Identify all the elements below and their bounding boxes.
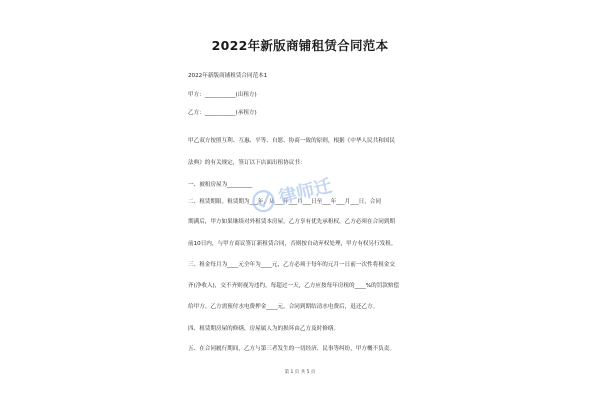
party-a-line: 甲方：___________(出租方) bbox=[188, 92, 257, 98]
watermark-mark-icon bbox=[251, 189, 275, 213]
clause-rent: 三、租金每月为____元全年为____元，乙方必须于每年的元月一日前一次性将租金交 bbox=[188, 262, 395, 268]
clause-repairs: 四、租赁期房屋的修缮，房屋属人为的损坏由乙方及时修缮。 bbox=[188, 326, 340, 332]
clause-disputes: 五、在合同履行期间，乙方与第三者发生的一切经济、民事等纠纷，甲方概不负责。 bbox=[188, 346, 395, 352]
paragraph-line: 法典》的有关规定，签订以下店面出租协议书： bbox=[188, 160, 306, 166]
paragraph-line: 前10日内，与甲方商议签订新租赁合同，否则按自动弃权处理，甲方有权另行发租。 bbox=[188, 241, 397, 247]
page-footer: 第 1 页 共 5 页 bbox=[284, 370, 316, 375]
contract-heading: 2022年新版商铺租赁合同范本1 bbox=[188, 73, 268, 79]
clause-premises: 一、被租房屋为_________ bbox=[188, 182, 253, 188]
paragraph-line: 甲乙双方按照互利、互惠、平等、自愿、协商一致的原则，根据《中华人民共和国民 bbox=[188, 138, 395, 144]
watermark-logo bbox=[246, 159, 371, 221]
paragraph-line: 给甲方。乙方需预付水电费押金____元，合同到期结清水电费后，退还乙方。 bbox=[188, 304, 379, 310]
watermark-text: 律师迁 bbox=[276, 175, 335, 209]
clause-term: 二、租赁期限。租赁期为___年，从___年___月___日至___年___月___日，合同 bbox=[188, 199, 381, 205]
paragraph-line: 齐(净收入)，交不齐则视为违约，每超过一天，乙方应按每年房租的____%的罚款赔偿 bbox=[188, 283, 400, 289]
document-title: 2022年新版商铺租赁合同范本 bbox=[211, 38, 389, 53]
party-b-line: 乙方：___________(承租方) bbox=[188, 110, 257, 116]
paragraph-line: 期满后，甲方如果继续对外租赁本房屋，乙方享有优先承租权，乙方必须在合同到期 bbox=[188, 219, 395, 225]
